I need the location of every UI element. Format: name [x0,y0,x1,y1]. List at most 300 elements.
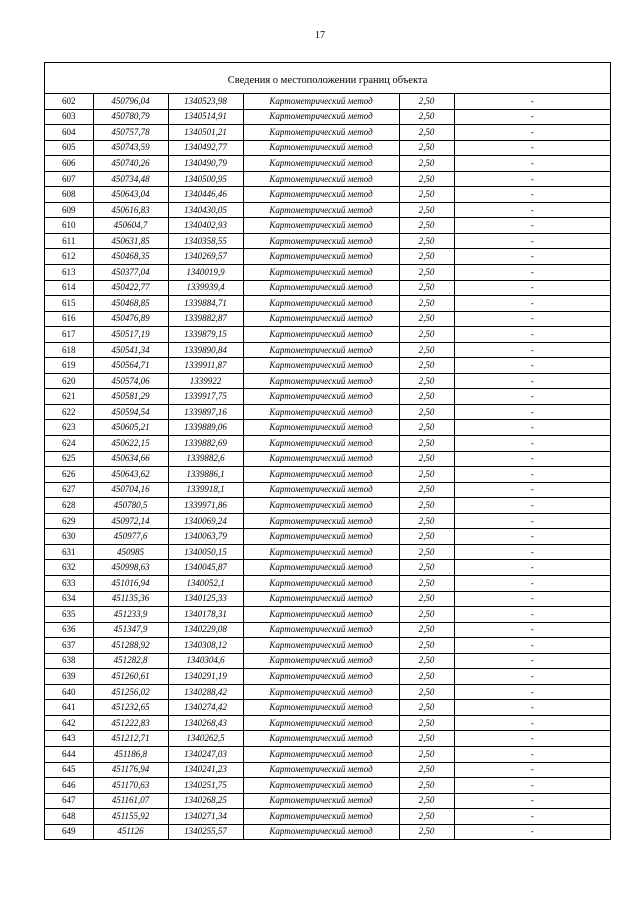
method-cell: Картометрический метод [243,638,399,654]
x-coordinate-cell: 450622,15 [93,436,168,452]
description-cell: - [454,607,610,623]
description-cell: - [454,327,610,343]
x-coordinate-cell: 450605,21 [93,420,168,436]
y-coordinate-cell: 1340269,57 [168,249,243,265]
method-cell: Картометрический метод [243,529,399,545]
point-number-cell: 620 [45,373,93,389]
point-number-cell: 608 [45,187,93,203]
point-number-cell: 640 [45,684,93,700]
table-row [45,156,610,172]
method-cell: Картометрический метод [243,327,399,343]
accuracy-cell: 2,50 [399,249,454,265]
y-coordinate-cell: 1340523,98 [168,94,243,109]
x-coordinate-cell: 451260,61 [93,669,168,685]
accuracy-cell: 2,50 [399,358,454,374]
table-row [45,591,610,607]
method-cell: Картометрический метод [243,513,399,529]
point-number-cell: 632 [45,560,93,576]
table-row [45,482,610,498]
table-row [45,358,610,374]
y-coordinate-cell: 1340358,55 [168,233,243,249]
point-number-cell: 639 [45,669,93,685]
description-cell: - [454,653,610,669]
accuracy-cell: 2,50 [399,404,454,420]
accuracy-cell: 2,50 [399,746,454,762]
method-cell: Картометрический метод [243,436,399,452]
y-coordinate-cell: 1340125,33 [168,591,243,607]
description-cell: - [454,451,610,467]
x-coordinate-cell: 451186,8 [93,746,168,762]
table-row [45,125,610,141]
point-number-cell: 645 [45,762,93,778]
y-coordinate-cell: 1340492,77 [168,140,243,156]
x-coordinate-cell: 451282,8 [93,653,168,669]
description-cell: - [454,358,610,374]
table-row [45,529,610,545]
x-coordinate-cell: 451288,92 [93,638,168,654]
y-coordinate-cell: 1340052,1 [168,575,243,591]
method-cell: Картометрический метод [243,762,399,778]
accuracy-cell: 2,50 [399,296,454,312]
accuracy-cell: 2,50 [399,793,454,809]
x-coordinate-cell: 450977,6 [93,529,168,545]
point-number-cell: 630 [45,529,93,545]
y-coordinate-cell: 1340446,46 [168,187,243,203]
method-cell: Картометрический метод [243,575,399,591]
y-coordinate-cell: 1340247,03 [168,746,243,762]
y-coordinate-cell: 1339886,1 [168,467,243,483]
description-cell: - [454,809,610,825]
boundary-table [44,62,611,840]
point-number-cell: 612 [45,249,93,265]
point-number-cell: 611 [45,233,93,249]
accuracy-cell: 2,50 [399,327,454,343]
accuracy-cell: 2,50 [399,373,454,389]
accuracy-cell: 2,50 [399,156,454,172]
description-cell: - [454,94,610,109]
point-number-cell: 627 [45,482,93,498]
description-cell: - [454,280,610,296]
x-coordinate-cell: 450517,19 [93,327,168,343]
accuracy-cell: 2,50 [399,140,454,156]
table-row [45,607,610,623]
x-coordinate-cell: 451170,63 [93,778,168,794]
y-coordinate-cell: 1340262,5 [168,731,243,747]
y-coordinate-cell: 1340019,9 [168,265,243,281]
x-coordinate-cell: 450564,71 [93,358,168,374]
accuracy-cell: 2,50 [399,187,454,203]
point-number-cell: 613 [45,265,93,281]
x-coordinate-cell: 451212,71 [93,731,168,747]
table-row [45,513,610,529]
x-coordinate-cell: 450780,79 [93,109,168,125]
method-cell: Картометрический метод [243,700,399,716]
x-coordinate-cell: 450574,06 [93,373,168,389]
y-coordinate-cell: 1340501,21 [168,125,243,141]
description-cell: - [454,700,610,716]
y-coordinate-cell: 1340268,25 [168,793,243,809]
y-coordinate-cell: 1340271,34 [168,809,243,825]
accuracy-cell: 2,50 [399,638,454,654]
table-row [45,404,610,420]
accuracy-cell: 2,50 [399,684,454,700]
description-cell: - [454,218,610,234]
description-cell: - [454,715,610,731]
method-cell: Картометрический метод [243,684,399,700]
accuracy-cell: 2,50 [399,389,454,405]
point-number-cell: 625 [45,451,93,467]
point-number-cell: 607 [45,171,93,187]
table-row [45,544,610,560]
method-cell: Картометрический метод [243,591,399,607]
method-cell: Картометрический метод [243,778,399,794]
x-coordinate-cell: 450377,04 [93,265,168,281]
y-coordinate-cell: 1339971,86 [168,498,243,514]
x-coordinate-cell: 451347,9 [93,622,168,638]
y-coordinate-cell: 1340178,31 [168,607,243,623]
description-cell: - [454,746,610,762]
y-coordinate-cell: 1339897,16 [168,404,243,420]
accuracy-cell: 2,50 [399,560,454,576]
y-coordinate-cell: 1339882,87 [168,311,243,327]
x-coordinate-cell: 450604,7 [93,218,168,234]
description-cell: - [454,140,610,156]
accuracy-cell: 2,50 [399,436,454,452]
coordinates-table [45,94,610,839]
point-number-cell: 618 [45,342,93,358]
table-row [45,94,610,109]
point-number-cell: 609 [45,202,93,218]
x-coordinate-cell: 451126 [93,824,168,839]
x-coordinate-cell: 450743,59 [93,140,168,156]
description-cell: - [454,265,610,281]
x-coordinate-cell: 450704,16 [93,482,168,498]
x-coordinate-cell: 450616,83 [93,202,168,218]
x-coordinate-cell: 451155,92 [93,809,168,825]
point-number-cell: 603 [45,109,93,125]
point-number-cell: 631 [45,544,93,560]
x-coordinate-cell: 450541,34 [93,342,168,358]
method-cell: Картометрический метод [243,746,399,762]
table-row [45,109,610,125]
description-cell: - [454,622,610,638]
x-coordinate-cell: 450985 [93,544,168,560]
y-coordinate-cell: 1339922 [168,373,243,389]
y-coordinate-cell: 1340274,42 [168,700,243,716]
accuracy-cell: 2,50 [399,824,454,839]
table-row [45,638,610,654]
x-coordinate-cell: 450998,63 [93,560,168,576]
method-cell: Картометрический метод [243,296,399,312]
method-cell: Картометрический метод [243,498,399,514]
table-row [45,809,610,825]
x-coordinate-cell: 450594,54 [93,404,168,420]
description-cell: - [454,529,610,545]
x-coordinate-cell: 450643,04 [93,187,168,203]
table-row [45,218,610,234]
description-cell: - [454,187,610,203]
accuracy-cell: 2,50 [399,607,454,623]
description-cell: - [454,778,610,794]
point-number-cell: 626 [45,467,93,483]
description-cell: - [454,467,610,483]
method-cell: Картометрический метод [243,373,399,389]
method-cell: Картометрический метод [243,560,399,576]
method-cell: Картометрический метод [243,420,399,436]
method-cell: Картометрический метод [243,389,399,405]
accuracy-cell: 2,50 [399,731,454,747]
x-coordinate-cell: 450972,14 [93,513,168,529]
point-number-cell: 646 [45,778,93,794]
method-cell: Картометрический метод [243,358,399,374]
point-number-cell: 614 [45,280,93,296]
point-number-cell: 604 [45,125,93,141]
table-row [45,700,610,716]
description-cell: - [454,389,610,405]
point-number-cell: 602 [45,94,93,109]
y-coordinate-cell: 1339939,4 [168,280,243,296]
description-cell: - [454,125,610,141]
accuracy-cell: 2,50 [399,171,454,187]
table-row [45,746,610,762]
point-number-cell: 621 [45,389,93,405]
point-number-cell: 633 [45,575,93,591]
description-cell: - [454,513,610,529]
point-number-cell: 623 [45,420,93,436]
x-coordinate-cell: 450734,48 [93,171,168,187]
description-cell: - [454,684,610,700]
method-cell: Картометрический метод [243,669,399,685]
description-cell: - [454,591,610,607]
y-coordinate-cell: 1339884,71 [168,296,243,312]
table-row [45,467,610,483]
method-cell: Картометрический метод [243,187,399,203]
point-number-cell: 636 [45,622,93,638]
x-coordinate-cell: 450740,26 [93,156,168,172]
y-coordinate-cell: 1340500,95 [168,171,243,187]
page-number: 17 [315,30,325,41]
y-coordinate-cell: 1340288,42 [168,684,243,700]
y-coordinate-cell: 1340255,57 [168,824,243,839]
accuracy-cell: 2,50 [399,622,454,638]
table-row [45,187,610,203]
method-cell: Картометрический метод [243,109,399,125]
description-cell: - [454,233,610,249]
y-coordinate-cell: 1340251,75 [168,778,243,794]
y-coordinate-cell: 1340229,08 [168,622,243,638]
table-title: Сведения о местоположении границ объекта [45,63,610,94]
table-row [45,327,610,343]
description-cell: - [454,311,610,327]
accuracy-cell: 2,50 [399,467,454,483]
method-cell: Картометрический метод [243,404,399,420]
accuracy-cell: 2,50 [399,778,454,794]
y-coordinate-cell: 1339911,87 [168,358,243,374]
y-coordinate-cell: 1340045,87 [168,560,243,576]
accuracy-cell: 2,50 [399,653,454,669]
accuracy-cell: 2,50 [399,109,454,125]
accuracy-cell: 2,50 [399,125,454,141]
description-cell: - [454,109,610,125]
method-cell: Картометрический метод [243,824,399,839]
method-cell: Картометрический метод [243,809,399,825]
method-cell: Картометрический метод [243,140,399,156]
method-cell: Картометрический метод [243,342,399,358]
accuracy-cell: 2,50 [399,591,454,607]
description-cell: - [454,156,610,172]
method-cell: Картометрический метод [243,622,399,638]
table-row [45,793,610,809]
table-row [45,265,610,281]
description-cell: - [454,482,610,498]
table-row [45,684,610,700]
accuracy-cell: 2,50 [399,809,454,825]
point-number-cell: 642 [45,715,93,731]
accuracy-cell: 2,50 [399,451,454,467]
point-number-cell: 634 [45,591,93,607]
table-row [45,249,610,265]
method-cell: Картометрический метод [243,451,399,467]
table-row [45,669,610,685]
description-cell: - [454,296,610,312]
accuracy-cell: 2,50 [399,218,454,234]
table-row [45,778,610,794]
y-coordinate-cell: 1340268,43 [168,715,243,731]
x-coordinate-cell: 451233,9 [93,607,168,623]
x-coordinate-cell: 450757,78 [93,125,168,141]
point-number-cell: 638 [45,653,93,669]
accuracy-cell: 2,50 [399,482,454,498]
description-cell: - [454,560,610,576]
accuracy-cell: 2,50 [399,311,454,327]
description-cell: - [454,420,610,436]
point-number-cell: 643 [45,731,93,747]
x-coordinate-cell: 451176,94 [93,762,168,778]
accuracy-cell: 2,50 [399,762,454,778]
y-coordinate-cell: 1340291,19 [168,669,243,685]
point-number-cell: 622 [45,404,93,420]
x-coordinate-cell: 450422,77 [93,280,168,296]
table-row [45,389,610,405]
description-cell: - [454,249,610,265]
y-coordinate-cell: 1340514,91 [168,109,243,125]
method-cell: Картометрический метод [243,202,399,218]
x-coordinate-cell: 450796,04 [93,94,168,109]
y-coordinate-cell: 1340050,15 [168,544,243,560]
method-cell: Картометрический метод [243,311,399,327]
table-row [45,171,610,187]
description-cell: - [454,793,610,809]
accuracy-cell: 2,50 [399,233,454,249]
x-coordinate-cell: 450631,85 [93,233,168,249]
y-coordinate-cell: 1339879,15 [168,327,243,343]
x-coordinate-cell: 450468,85 [93,296,168,312]
table-row [45,762,610,778]
accuracy-cell: 2,50 [399,280,454,296]
table-row [45,622,610,638]
description-cell: - [454,498,610,514]
description-cell: - [454,638,610,654]
point-number-cell: 641 [45,700,93,716]
x-coordinate-cell: 451256,02 [93,684,168,700]
description-cell: - [454,404,610,420]
y-coordinate-cell: 1339917,75 [168,389,243,405]
method-cell: Картометрический метод [243,653,399,669]
y-coordinate-cell: 1340241,23 [168,762,243,778]
table-row [45,498,610,514]
table-row [45,451,610,467]
y-coordinate-cell: 1339890,84 [168,342,243,358]
method-cell: Картометрический метод [243,482,399,498]
table-row [45,560,610,576]
x-coordinate-cell: 451222,83 [93,715,168,731]
point-number-cell: 629 [45,513,93,529]
y-coordinate-cell: 1339889,06 [168,420,243,436]
description-cell: - [454,575,610,591]
accuracy-cell: 2,50 [399,498,454,514]
table-row [45,420,610,436]
y-coordinate-cell: 1339882,69 [168,436,243,452]
method-cell: Картометрический метод [243,125,399,141]
y-coordinate-cell: 1340490,79 [168,156,243,172]
point-number-cell: 616 [45,311,93,327]
point-number-cell: 606 [45,156,93,172]
point-number-cell: 637 [45,638,93,654]
method-cell: Картометрический метод [243,156,399,172]
table-row [45,653,610,669]
accuracy-cell: 2,50 [399,575,454,591]
method-cell: Картометрический метод [243,544,399,560]
accuracy-cell: 2,50 [399,342,454,358]
table-row [45,233,610,249]
method-cell: Картометрический метод [243,467,399,483]
description-cell: - [454,342,610,358]
table-row [45,342,610,358]
y-coordinate-cell: 1340069,24 [168,513,243,529]
description-cell: - [454,171,610,187]
description-cell: - [454,731,610,747]
x-coordinate-cell: 450581,29 [93,389,168,405]
accuracy-cell: 2,50 [399,420,454,436]
point-number-cell: 605 [45,140,93,156]
table-row [45,731,610,747]
method-cell: Картометрический метод [243,731,399,747]
accuracy-cell: 2,50 [399,529,454,545]
description-cell: - [454,762,610,778]
table-row [45,296,610,312]
accuracy-cell: 2,50 [399,94,454,109]
method-cell: Картометрический метод [243,280,399,296]
description-cell: - [454,544,610,560]
table-row [45,575,610,591]
y-coordinate-cell: 1340304,6 [168,653,243,669]
accuracy-cell: 2,50 [399,544,454,560]
table-row [45,824,610,839]
y-coordinate-cell: 1340402,93 [168,218,243,234]
method-cell: Картометрический метод [243,715,399,731]
point-number-cell: 624 [45,436,93,452]
x-coordinate-cell: 450634,66 [93,451,168,467]
accuracy-cell: 2,50 [399,265,454,281]
description-cell: - [454,669,610,685]
table-row [45,140,610,156]
description-cell: - [454,202,610,218]
method-cell: Картометрический метод [243,233,399,249]
description-cell: - [454,373,610,389]
table-row [45,715,610,731]
table-row [45,436,610,452]
x-coordinate-cell: 450780,5 [93,498,168,514]
